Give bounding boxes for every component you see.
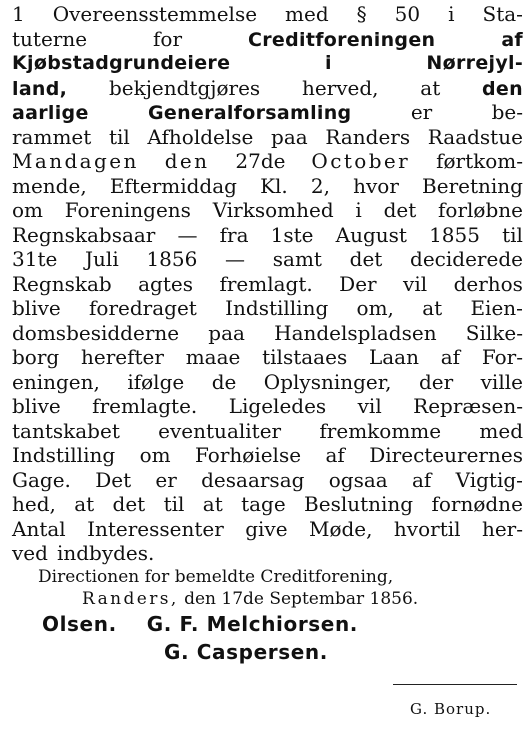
article-word: herefter — [80, 345, 164, 369]
article-word: Der — [339, 271, 377, 296]
article-word: hvor — [353, 173, 399, 198]
article-word: om — [12, 198, 44, 222]
article-word: er — [410, 100, 433, 124]
article-word: derhos — [453, 271, 523, 296]
signatory-borup: G. Borup. — [410, 700, 492, 718]
article-line — [12, 370, 523, 395]
article-word: der — [418, 369, 454, 394]
article-word: førtkom- — [436, 149, 523, 173]
article-word: fremlagte. — [92, 394, 198, 418]
article-word: tuterne — [12, 26, 88, 51]
article-word: Foreningens — [64, 198, 191, 222]
article-line — [12, 223, 523, 248]
article-word: 27de — [235, 149, 286, 173]
article-word: Directeurernes — [369, 443, 523, 467]
article-word: Det — [95, 467, 132, 492]
article-line — [12, 51, 523, 76]
article-line — [12, 321, 523, 346]
article-line — [12, 2, 523, 27]
article-word: Kl. — [260, 173, 288, 198]
article-word: Randers — [325, 124, 411, 149]
article-word: Generalforsamling — [147, 102, 352, 124]
article-word: land, — [12, 77, 68, 100]
article-line — [12, 492, 523, 517]
article-line — [12, 174, 523, 199]
article-word: domsbesidderne — [12, 320, 180, 345]
article-word: Handelspladsen — [274, 320, 437, 345]
article-line — [12, 27, 523, 52]
article-line — [12, 296, 523, 321]
article-word: ifølge — [127, 369, 185, 394]
article-line — [12, 125, 523, 150]
article-word: ogsaa — [328, 467, 388, 492]
article-word: paa — [271, 124, 308, 149]
article-word: at — [74, 492, 95, 516]
article-line — [12, 100, 523, 125]
article-word: samt — [272, 247, 322, 271]
article-word: det — [383, 198, 417, 222]
article-word: August — [335, 222, 407, 247]
article-body — [12, 2, 523, 566]
signatory-caspersen: G. Caspersen. — [164, 639, 328, 664]
article-word: vil — [403, 271, 428, 296]
article-word: af — [412, 467, 432, 492]
article-word: § — [356, 2, 367, 26]
article-word: Vigtig- — [455, 467, 523, 492]
article-word: 1856 — [146, 247, 198, 271]
article-word: For- — [481, 345, 523, 369]
signature-rule — [393, 684, 517, 685]
article-word: Creditforeningen — [248, 28, 436, 51]
article-word: Afholdelse — [147, 124, 254, 149]
article-word: Indstilling — [12, 443, 116, 467]
article-word: Beslutning — [304, 492, 414, 516]
directorate-line: Directionen for bemeldte Creditforening, — [38, 566, 394, 587]
article-word: den — [482, 77, 523, 100]
article-word: af — [501, 28, 523, 51]
article-word: det — [112, 492, 146, 516]
signatory-melchiorsen: G. F. Melchiorsen. — [146, 611, 359, 636]
article-word: det — [349, 247, 383, 271]
article-word: Nørrejyl- — [426, 52, 523, 74]
article-line — [12, 272, 523, 297]
article-word: borg — [12, 345, 60, 369]
article-word: Regnskabsaar — [12, 222, 156, 247]
article-word: Møde, — [308, 516, 373, 541]
article-line — [12, 198, 523, 223]
article-word: 1855 — [429, 222, 480, 247]
article-word: blive — [12, 394, 61, 418]
article-word: at — [202, 492, 223, 516]
article-word: Regnskab — [12, 271, 112, 296]
article-word: Virksomhed — [212, 198, 334, 222]
article-word: til — [108, 124, 130, 149]
article-word: herved, — [301, 75, 379, 100]
date-text: den 17de Septembar 1856. — [184, 588, 419, 609]
signature-block — [12, 566, 523, 610]
article-word: at — [422, 296, 443, 320]
article-word: Raadstue — [427, 124, 523, 149]
article-word: tilstaaes — [262, 345, 348, 369]
article-word: tage — [241, 492, 286, 516]
article-word: 2, — [310, 173, 330, 198]
article-word: eventualiter — [158, 418, 282, 443]
article-word: er — [155, 467, 177, 492]
article-word: October — [311, 149, 411, 173]
article-word: Silke- — [465, 320, 523, 345]
article-word: fornødne — [431, 492, 523, 516]
article-word: Interessenter — [87, 516, 224, 541]
article-line — [12, 149, 523, 174]
article-word: til — [163, 492, 185, 516]
article-word: den — [164, 149, 210, 173]
article-word: fra — [219, 222, 249, 247]
article-word: at — [420, 75, 441, 100]
signatories-row-1 — [12, 610, 523, 638]
article-word: Indstilling — [225, 296, 329, 320]
article-word: Ligeledes — [228, 394, 327, 418]
article-word: Overeensstemmelse — [52, 2, 258, 26]
article-word: tantskabet — [12, 418, 120, 443]
article-word: i — [324, 52, 332, 74]
article-word: Eftermiddag — [109, 173, 237, 198]
article-word: 1ste — [270, 222, 314, 247]
article-word: rammet — [12, 124, 92, 149]
article-line — [12, 443, 523, 468]
article-word: — — [177, 222, 198, 247]
article-word: hed, — [12, 492, 56, 516]
article-word: i — [355, 198, 362, 222]
article-word: hvortil — [393, 516, 461, 541]
article-word: Antal — [12, 516, 66, 541]
article-word: om, — [356, 296, 394, 320]
article-word: forløbne — [438, 198, 523, 222]
article-word: af — [440, 345, 461, 369]
article-word: deciderede — [410, 247, 523, 271]
article-line — [12, 517, 523, 542]
article-word: eningen, — [12, 369, 100, 394]
article-word: be- — [491, 100, 523, 124]
article-line — [12, 345, 523, 370]
article-word: indbydes. — [56, 541, 155, 565]
article-word: Eien- — [470, 296, 523, 320]
article-line — [12, 468, 523, 493]
article-word: — — [225, 247, 246, 271]
article-word: med — [285, 2, 329, 26]
article-word: blive — [12, 296, 61, 320]
article-word: 31te — [12, 247, 58, 271]
article-word: med — [479, 418, 523, 443]
article-word: 1 — [12, 2, 25, 26]
article-word: Sta- — [482, 2, 523, 26]
article-word: Kjøbstadgrundeiere — [12, 52, 231, 74]
article-word: de — [211, 369, 237, 394]
article-word: Juli — [85, 247, 119, 271]
article-word: ville — [480, 369, 523, 394]
article-word: af — [325, 443, 345, 467]
article-line — [12, 541, 523, 566]
article-word: Beretning — [422, 173, 523, 198]
article-word: Laan — [368, 345, 419, 369]
article-word: aarlige — [12, 102, 89, 124]
article-word: Forhøielse — [195, 443, 302, 467]
signatory-olsen: Olsen. — [42, 611, 117, 636]
article-word: Mandagen — [12, 149, 139, 173]
article-line — [12, 419, 523, 444]
article-word: vil — [357, 394, 382, 418]
article-word: fremlagt. — [219, 271, 313, 296]
article-word: i — [448, 2, 455, 26]
article-word: give — [245, 516, 288, 541]
article-word: Oplysninger, — [263, 369, 392, 394]
article-word: Gage. — [12, 467, 71, 492]
article-word: paa — [208, 320, 245, 345]
article-word: mende, — [12, 173, 87, 198]
city-name: Randers, — [82, 588, 179, 609]
article-word: maae — [185, 345, 241, 369]
article-word: desaarsag — [201, 467, 305, 492]
article-word: agtes — [138, 271, 193, 296]
article-word: om — [139, 443, 171, 467]
article-word: fremkomme — [319, 418, 442, 443]
article-word: 50 — [394, 2, 421, 26]
article-word: her- — [481, 516, 523, 541]
signatories-row-2 — [12, 638, 523, 666]
article-word: ved — [12, 541, 48, 565]
article-word: bekjendtgjøres — [108, 75, 261, 100]
article-word: for — [153, 26, 183, 51]
article-word: Repræsen- — [413, 394, 523, 418]
article-line — [12, 394, 523, 419]
article-line — [12, 247, 523, 272]
article-word: foredraget — [89, 296, 197, 320]
article-line — [12, 76, 523, 101]
article-word: til — [502, 222, 523, 247]
place-date-line — [12, 588, 523, 610]
